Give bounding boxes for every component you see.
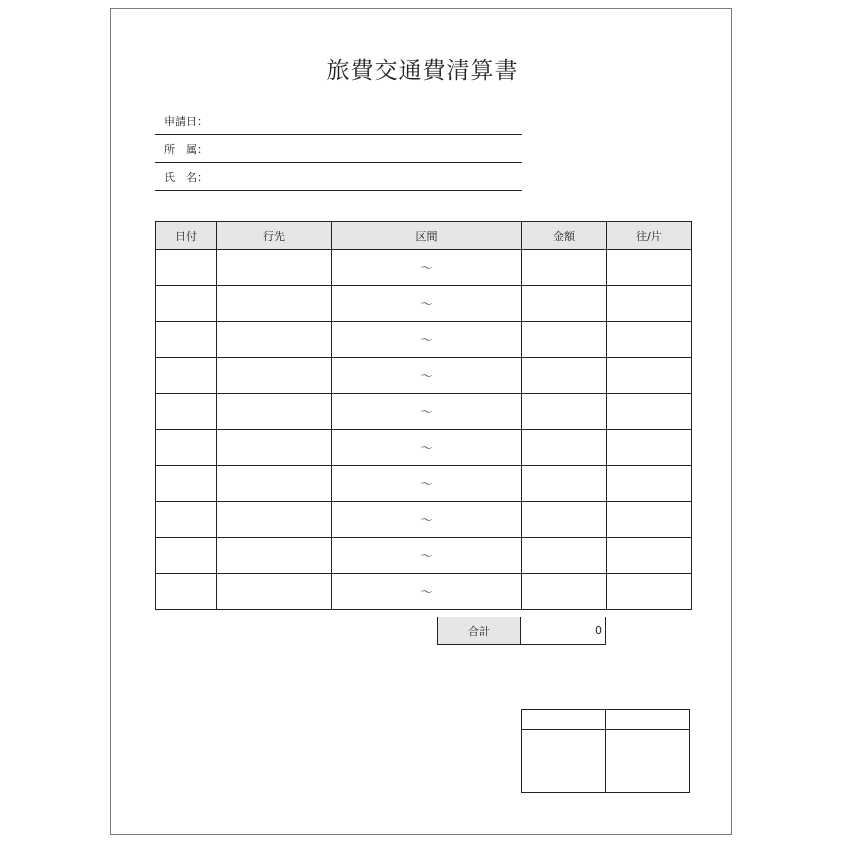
amount-cell[interactable] — [522, 466, 607, 502]
total-value: 0 — [521, 617, 606, 645]
section-cell[interactable]: 〜 — [332, 502, 522, 538]
trip-type-cell[interactable] — [607, 430, 692, 466]
amount-cell[interactable] — [522, 358, 607, 394]
date-cell[interactable] — [156, 394, 217, 430]
trip-type-cell[interactable] — [607, 574, 692, 610]
date-cell[interactable] — [156, 430, 217, 466]
destination-cell[interactable] — [217, 358, 332, 394]
trip-type-cell[interactable] — [607, 466, 692, 502]
section-cell[interactable]: 〜 — [332, 538, 522, 574]
department-label: 所 属： — [164, 143, 208, 156]
date-cell[interactable] — [156, 286, 217, 322]
section-cell[interactable]: 〜 — [332, 466, 522, 502]
date-cell[interactable] — [156, 358, 217, 394]
section-cell[interactable]: 〜 — [332, 286, 522, 322]
section-cell[interactable]: 〜 — [332, 322, 522, 358]
trip-type-cell[interactable] — [607, 502, 692, 538]
expense-table — [155, 221, 692, 610]
header-amount: 金額 — [522, 222, 607, 250]
amount-cell[interactable] — [522, 574, 607, 610]
destination-cell[interactable] — [217, 430, 332, 466]
trip-type-cell[interactable] — [607, 538, 692, 574]
section-cell[interactable]: 〜 — [332, 250, 522, 286]
name-field[interactable] — [155, 163, 522, 191]
underline — [155, 190, 522, 191]
trip-type-cell[interactable] — [607, 322, 692, 358]
application-date-label: 申請日： — [164, 115, 208, 128]
destination-cell[interactable] — [217, 394, 332, 430]
name-label: 氏 名： — [164, 171, 208, 184]
amount-cell[interactable] — [522, 430, 607, 466]
destination-cell[interactable] — [217, 466, 332, 502]
stamp-cell-1[interactable] — [522, 730, 606, 793]
amount-cell[interactable] — [522, 322, 607, 358]
date-cell[interactable] — [156, 250, 217, 286]
table-row — [156, 574, 692, 610]
amount-cell[interactable] — [522, 286, 607, 322]
destination-cell[interactable] — [217, 574, 332, 610]
table-row — [156, 322, 692, 358]
document-title: 旅費交通費清算書 — [326, 58, 519, 84]
destination-cell[interactable] — [217, 502, 332, 538]
destination-cell[interactable] — [217, 538, 332, 574]
application-date-field[interactable] — [155, 107, 522, 135]
stamp-cell-2[interactable] — [606, 730, 690, 793]
table-row — [156, 466, 692, 502]
total-row — [437, 617, 606, 645]
stamp-header-1 — [522, 710, 606, 730]
date-cell[interactable] — [156, 538, 217, 574]
section-cell[interactable]: 〜 — [332, 358, 522, 394]
table-row — [156, 250, 692, 286]
table-header-row — [156, 222, 692, 250]
trip-type-cell[interactable] — [607, 358, 692, 394]
total-label: 合計 — [437, 617, 521, 645]
header-date: 日付 — [156, 222, 217, 250]
approval-stamp-box — [521, 709, 690, 793]
stamp-header-2 — [606, 710, 690, 730]
date-cell[interactable] — [156, 502, 217, 538]
table-row — [156, 394, 692, 430]
section-cell[interactable]: 〜 — [332, 430, 522, 466]
trip-type-cell[interactable] — [607, 286, 692, 322]
table-row — [156, 502, 692, 538]
amount-cell[interactable] — [522, 502, 607, 538]
amount-cell[interactable] — [522, 538, 607, 574]
section-cell[interactable]: 〜 — [332, 394, 522, 430]
amount-cell[interactable] — [522, 394, 607, 430]
destination-cell[interactable] — [217, 322, 332, 358]
destination-cell[interactable] — [217, 250, 332, 286]
department-field[interactable] — [155, 135, 522, 163]
table-row — [156, 286, 692, 322]
trip-type-cell[interactable] — [607, 250, 692, 286]
table-row — [156, 358, 692, 394]
date-cell[interactable] — [156, 574, 217, 610]
date-cell[interactable] — [156, 322, 217, 358]
destination-cell[interactable] — [217, 286, 332, 322]
table-row — [156, 538, 692, 574]
header-section: 区間 — [332, 222, 522, 250]
header-trip-type: 往/片 — [607, 222, 692, 250]
section-cell[interactable]: 〜 — [332, 574, 522, 610]
amount-cell[interactable] — [522, 250, 607, 286]
header-destination: 行先 — [217, 222, 332, 250]
date-cell[interactable] — [156, 466, 217, 502]
table-row — [156, 430, 692, 466]
trip-type-cell[interactable] — [607, 394, 692, 430]
